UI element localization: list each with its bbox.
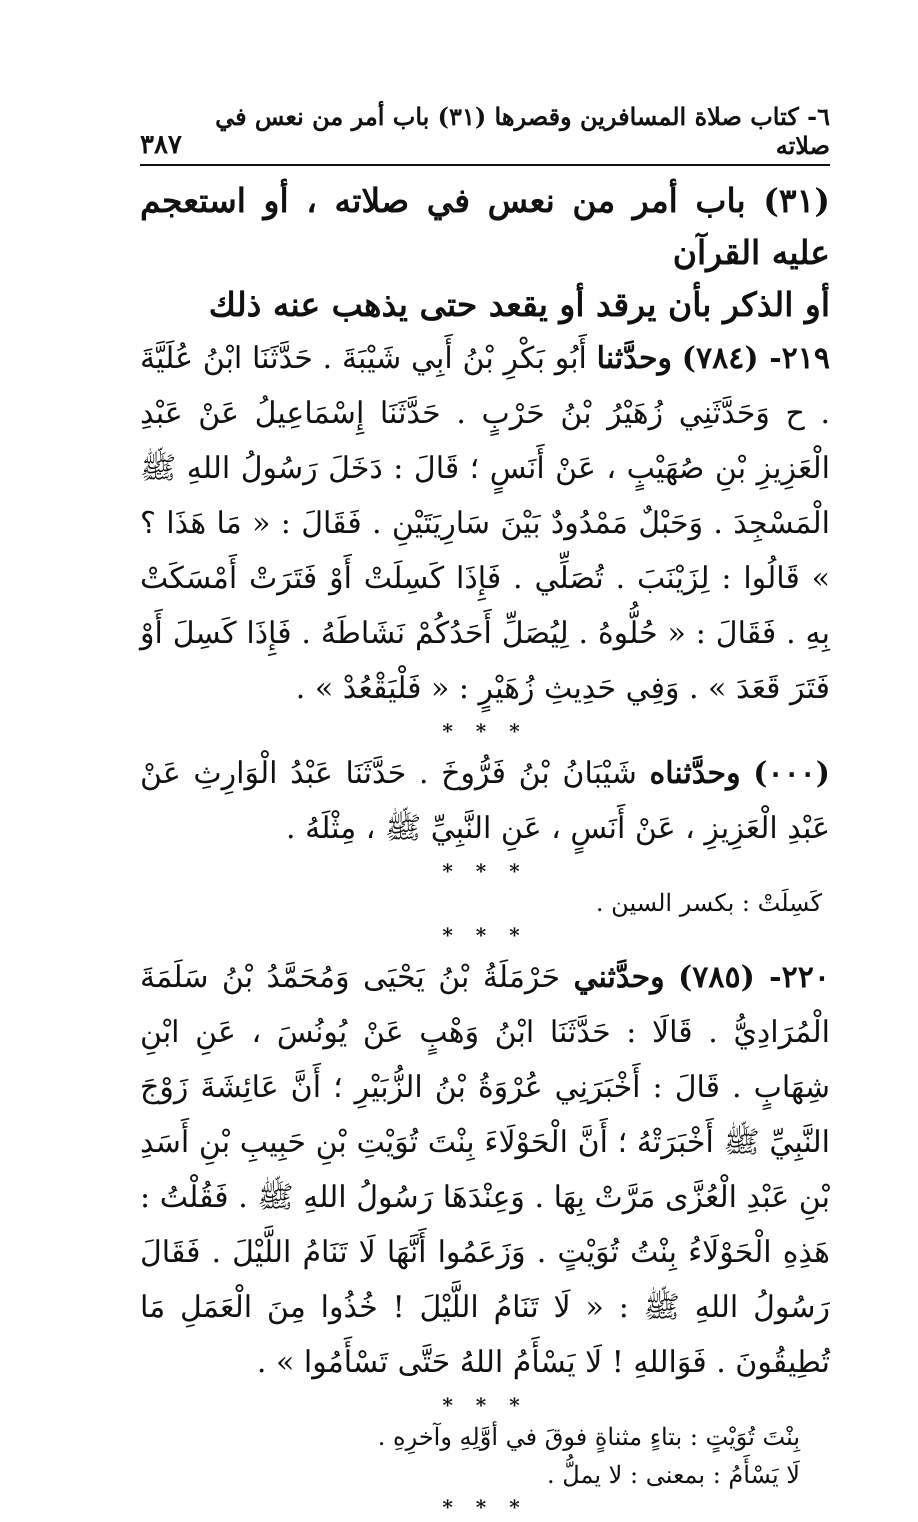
chapter-heading [140, 175, 830, 331]
chapter-heading-line1: (٣١) باب أمر من نعس في صلاته ، أو استعجم عليه القرآن [140, 181, 830, 272]
hadith-220-number: ٢٢٠- (٧٨٥) [678, 960, 830, 995]
page-header [140, 102, 830, 166]
chapter-heading-line2: أو الذكر بأن يرقد أو يقعد حتى يذهب عنه ذلك [208, 285, 830, 324]
separator-5: * * * [442, 1495, 528, 1519]
hadith-219-lead: وحدَّثنا [596, 341, 672, 376]
hadith-220-text: حَرْمَلَةُ بْنُ يَحْيَى وَمُحَمَّدُ بْنُ سَلَمَةَ الْمُرَادِيُّ . قَالَا : حَدَّثَنَا ابْنُ وَهْبٍ عَنْ يُونُسَ ، عَنِ ابْنِ شِهَابٍ . قَالَ : أَخْبَرَنِي عُرْوَةُ بْنُ الزُّبَيْرِ ؛ أَنَّ عَائِشَةَ زَوْجَ النَّبِيِّ ﷺ أَخْبَرَتْهُ ؛ أَنَّ الْحَوْلَاءَ بِنْتَ تُوَيْتِ بْنِ حَبِيبِ بْنِ أَسَدِ بْنِ عَبْدِ الْعُزَّى مَرَّتْ بِهَا . وَعِنْدَهَا رَسُولُ اللهِ ﷺ . فَقُلْتُ : هَذِهِ الْحَوْلَاءُ بِنْتُ تُوَيْتٍ . وَزَعَمُوا أَنَّهَا لَا تَنَامُ اللَّيْلَ . فَقَالَ رَسُولُ اللهِ ﷺ : « لَا تَنَامُ اللَّيْلَ ! خُذُوا مِنَ الْعَمَلِ مَا تُطِيقُونَ . فَوَاللهِ ! لَا يَسْأَمُ اللهُ حَتَّى تَسْأَمُوا » . [140, 960, 831, 1380]
hadith-000 [140, 746, 830, 856]
page-number: ٣٨٧ [140, 130, 182, 160]
page-body [140, 175, 830, 1522]
separator-1: * * * [442, 719, 528, 743]
hadith-219-text: أَبُو بَكْرِ بْنُ أَبِي شَيْبَةَ . حَدَّثَنَا ابْنُ عُلَيَّةَ . ح وَحَدَّثَنِي زُهَيْرُ بْنُ حَرْبٍ . حَدَّثَنَا إِسْمَاعِيلُ عَنْ عَبْدِ الْعَزِيزِ بْنِ صُهَيْبٍ ، عَنْ أَنَسٍ ؛ قَالَ : دَخَلَ رَسُولُ اللهِ ﷺ الْمَسْجِدَ . وَحَبْلٌ مَمْدُودٌ بَيْنَ سَارِيَتَيْنِ . فَقَالَ : « مَا هَذَا ؟ » قَالُوا : لِزَيْنَبَ . تُصَلِّي . فَإِذَا كَسِلَتْ أَوْ فَتَرَتْ أَمْسَكَتْ بِهِ . فَقَالَ : « حُلُّوهُ . لِيُصَلِّ أَحَدُكُمْ نَشَاطَهُ . فَإِذَا كَسِلَ أَوْ فَتَرَ قَعَدَ » . وَفِي حَدِيثِ زُهَيْرٍ : « فَلْيَقْعُدْ » . [140, 341, 830, 706]
hadith-220 [140, 950, 830, 1390]
hadith-000-text: شَيْبَانُ بْنُ فَرُّوخَ . حَدَّثَنَا عَبْدُ الْوَارِثِ عَنْ عَبْدِ الْعَزِيزِ ، عَنْ أَنَسٍ ، عَنِ النَّبِيِّ ﷺ ، مِثْلَهُ . [140, 756, 830, 846]
hadith-000-number: (٠٠٠) [753, 756, 830, 791]
gloss-bint-tuwayt: بِنْتَ تُوَيْتٍ : بتاءٍ مثناةٍ فوقَ في أوَّلِهِ وآخرِهِ . [377, 1423, 800, 1451]
separator-2: * * * [442, 859, 528, 883]
gloss-kasilat: كَسِلَتْ : بكسر السين . [595, 889, 822, 917]
hadith-219-number: ٢١٩- (٧٨٤) [681, 341, 830, 376]
hadith-220-lead: وحدَّثني [573, 960, 665, 995]
hadith-219 [140, 331, 830, 716]
hadith-000-lead: وحدَّثناه [649, 756, 741, 791]
gloss-la-yasam: لَا يَسْأَمُ : بمعنى : لا يملُّ . [547, 1461, 800, 1489]
glosses-220 [140, 1420, 830, 1492]
separator-3: * * * [442, 923, 528, 947]
running-title: ٦- كتاب صلاة المسافرين وقصرها (٣١) باب أمر من نعس في صلاته [215, 102, 830, 160]
separator-4: * * * [442, 1393, 528, 1417]
